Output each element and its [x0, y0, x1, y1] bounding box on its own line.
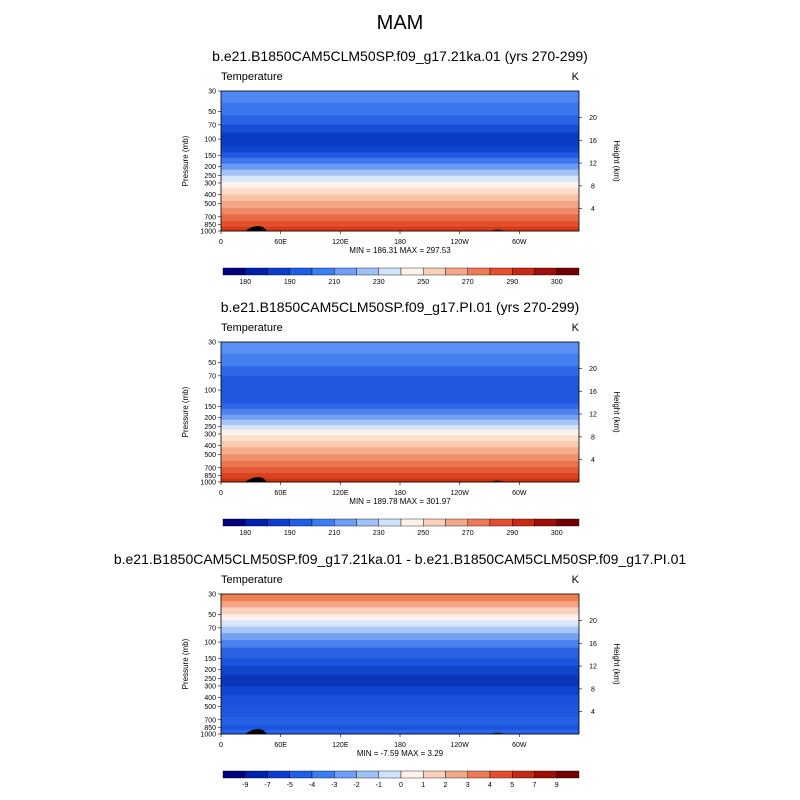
- colorbar-label: -3: [331, 782, 338, 789]
- min-max-label: MIN = 189.78 MAX = 301.97: [349, 497, 451, 506]
- colorbar-swatch: [446, 268, 468, 275]
- contour-plot: [0, 48, 800, 288]
- x-tick-label: 180: [394, 742, 406, 749]
- contour-band: [221, 353, 579, 366]
- colorbar-swatch: [423, 519, 445, 526]
- colorbar-swatch: [512, 268, 534, 275]
- contour-band: [221, 342, 579, 354]
- y2-tick-label: 20: [589, 365, 597, 373]
- y-tick-label: 100: [204, 387, 216, 395]
- contour-band: [221, 447, 579, 454]
- x-tick-label: 0: [219, 239, 223, 246]
- y-tick-label: 300: [204, 180, 216, 188]
- colorbar-swatch: [334, 771, 356, 778]
- colorbar: [223, 268, 579, 275]
- y-tick-label: 70: [208, 625, 216, 633]
- y2-axis-label: Height (km): [612, 643, 621, 685]
- colorbar-swatch: [490, 519, 512, 526]
- y-tick-label: 400: [204, 442, 216, 450]
- colorbar-swatch: [334, 268, 356, 275]
- y-tick-label: 850: [204, 473, 216, 481]
- y-tick-label: 700: [204, 214, 216, 222]
- x-tick-label: 60W: [512, 490, 527, 497]
- colorbar-swatch: [312, 519, 334, 526]
- y-tick-label: 30: [208, 339, 216, 347]
- variable-label: Temperature: [221, 322, 283, 334]
- contour-band: [221, 208, 579, 215]
- y-tick-label: 70: [208, 122, 216, 130]
- y-tick-label: 850: [204, 725, 216, 733]
- colorbar-swatch: [223, 519, 245, 526]
- contour-band: [221, 467, 579, 473]
- contour-band: [221, 473, 579, 479]
- y-tick-label: 250: [204, 173, 216, 181]
- colorbar-swatch: [557, 268, 579, 275]
- y2-tick-label: 20: [589, 114, 597, 122]
- contour-band: [221, 675, 579, 686]
- colorbar-swatch: [468, 268, 490, 275]
- contour-band: [221, 607, 579, 614]
- contour-band: [221, 415, 579, 421]
- colorbar-label: 210: [328, 530, 341, 537]
- contour-bands: [221, 594, 579, 735]
- y2-tick-label: 8: [591, 686, 595, 694]
- contour-band: [221, 188, 579, 195]
- contour-band: [221, 153, 579, 159]
- colorbar-label: -2: [353, 782, 360, 789]
- chart-panel-21ka: [0, 48, 800, 288]
- colorbar-swatch: [490, 268, 512, 275]
- variable-label: Temperature: [221, 574, 283, 586]
- y-tick-label: 50: [208, 359, 216, 367]
- colorbar-swatch: [379, 519, 401, 526]
- colorbar: [223, 519, 579, 526]
- contour-band: [221, 194, 579, 201]
- y2-axis-label: Height (km): [612, 140, 621, 182]
- colorbar-swatch: [357, 519, 379, 526]
- colorbar-label: 4: [488, 782, 492, 789]
- colorbar-swatch: [512, 519, 534, 526]
- colorbar-swatch: [468, 519, 490, 526]
- x-tick-label: 0: [219, 490, 223, 497]
- colorbar-label: 230: [372, 279, 385, 286]
- y-tick-label: 400: [204, 694, 216, 702]
- colorbar-swatch: [290, 771, 312, 778]
- contour-band: [221, 158, 579, 164]
- colorbar-swatch: [312, 268, 334, 275]
- colorbar-label: 7: [532, 782, 537, 789]
- contour-band: [221, 214, 579, 221]
- colorbar-swatch: [557, 771, 579, 778]
- colorbar-swatch: [357, 268, 379, 275]
- contour-band: [221, 627, 579, 634]
- contour-band: [221, 614, 579, 620]
- colorbar-swatch: [334, 519, 356, 526]
- colorbar-label: -5: [286, 782, 293, 789]
- contour-bands: [221, 342, 579, 483]
- contour-band: [221, 102, 579, 115]
- colorbar-label: 300: [550, 530, 563, 537]
- chart-panel-pi: [0, 299, 800, 539]
- colorbar-swatch: [401, 519, 423, 526]
- x-tick-label: 120E: [332, 239, 349, 246]
- y-tick-label: 1000: [200, 731, 216, 739]
- min-max-label: MIN = 186.31 MAX = 297.53: [349, 246, 451, 255]
- contour-band: [221, 666, 579, 676]
- y-tick-label: 150: [204, 403, 216, 411]
- x-tick-label: 120E: [332, 742, 349, 749]
- colorbar-swatch: [223, 771, 245, 778]
- contour-band: [221, 441, 579, 448]
- colorbar-label: 210: [328, 279, 341, 286]
- y-tick-label: 700: [204, 465, 216, 473]
- colorbar-swatch: [268, 519, 290, 526]
- contour-band: [221, 435, 579, 441]
- colorbar-swatch: [446, 519, 468, 526]
- y-tick-label: 200: [204, 164, 216, 172]
- y-tick-label: 250: [204, 424, 216, 432]
- contour-band: [221, 366, 579, 376]
- colorbar-label: 230: [372, 530, 385, 537]
- contour-band: [221, 201, 579, 208]
- y2-axis-label: Height (km): [612, 391, 621, 433]
- y2-tick-label: 8: [591, 434, 595, 442]
- contour-band: [221, 640, 579, 648]
- y-tick-label: 50: [208, 108, 216, 116]
- x-tick-label: 180: [394, 490, 406, 497]
- colorbar-swatch: [401, 771, 423, 778]
- y-tick-label: 850: [204, 222, 216, 230]
- y-axis-label: Pressure (mb): [181, 638, 190, 690]
- colorbar-label: 180: [239, 530, 252, 537]
- contour-band: [221, 461, 579, 468]
- colorbar-label: 5: [510, 782, 515, 789]
- colorbar-swatch: [357, 771, 379, 778]
- y-axis-label: Pressure (mb): [181, 135, 190, 187]
- contour-plot: [0, 299, 800, 539]
- colorbar-swatch: [423, 268, 445, 275]
- y2-tick-label: 4: [591, 709, 595, 717]
- colorbar-label: 270: [461, 530, 474, 537]
- colorbar-label: 290: [506, 279, 519, 286]
- x-tick-label: 60E: [274, 490, 287, 497]
- colorbar-label: -1: [375, 782, 382, 789]
- chart-title: b.e21.B1850CAM5CLM50SP.f09_g17.PI.01 (yrs 270-299): [220, 299, 580, 315]
- y2-tick-label: 16: [589, 388, 597, 396]
- contour-band: [221, 648, 579, 659]
- contour-band: [221, 620, 579, 627]
- colorbar-label: 0: [399, 782, 403, 789]
- y-tick-label: 150: [204, 655, 216, 663]
- contour-band: [221, 91, 579, 103]
- x-tick-label: 60E: [274, 742, 287, 749]
- contour-band: [221, 725, 579, 730]
- contour-band: [221, 125, 579, 133]
- colorbar-label: 290: [506, 530, 519, 537]
- y-tick-label: 200: [204, 667, 216, 675]
- colorbar: [223, 771, 579, 778]
- contour-band: [221, 420, 579, 426]
- colorbar-label: 3: [465, 782, 470, 789]
- colorbar-swatch: [446, 771, 468, 778]
- colorbar-swatch: [401, 268, 423, 275]
- y-tick-label: 500: [204, 451, 216, 459]
- y-tick-label: 500: [204, 703, 216, 711]
- y-tick-label: 500: [204, 200, 216, 208]
- colorbar-label: -7: [264, 782, 271, 789]
- colorbar-swatch: [379, 268, 401, 275]
- contour-band: [221, 376, 579, 404]
- colorbar-label: 9: [554, 782, 559, 789]
- contour-band: [221, 409, 579, 415]
- contour-band: [221, 686, 579, 696]
- contour-band: [221, 164, 579, 171]
- y-tick-label: 700: [204, 717, 216, 725]
- colorbar-label: 250: [417, 530, 430, 537]
- colorbar-swatch: [423, 771, 445, 778]
- contour-band: [221, 695, 579, 708]
- y-tick-label: 100: [204, 136, 216, 144]
- y2-tick-label: 16: [589, 137, 597, 145]
- y-tick-label: 1000: [200, 479, 216, 487]
- colorbar-swatch: [535, 268, 557, 275]
- colorbar-swatch: [535, 519, 557, 526]
- y2-tick-label: 12: [589, 663, 597, 671]
- x-tick-label: 60W: [512, 742, 527, 749]
- y-tick-label: 70: [208, 373, 216, 381]
- contour-band: [221, 221, 579, 227]
- y2-tick-label: 16: [589, 640, 597, 648]
- y-tick-label: 300: [204, 431, 216, 439]
- colorbar-label: 2: [443, 782, 448, 789]
- y-tick-label: 250: [204, 676, 216, 684]
- contour-band: [221, 717, 579, 726]
- colorbar-swatch: [557, 519, 579, 526]
- y-tick-label: 400: [204, 191, 216, 199]
- colorbar-swatch: [223, 268, 245, 275]
- y-tick-label: 30: [208, 88, 216, 96]
- y-tick-label: 1000: [200, 228, 216, 236]
- chart-title: b.e21.B1850CAM5CLM50SP.f09_g17.21ka.01 (yrs 270-299): [212, 48, 588, 64]
- colorbar-swatch: [490, 771, 512, 778]
- y-tick-label: 150: [204, 152, 216, 160]
- x-tick-label: 180: [394, 239, 406, 246]
- colorbar-label: 180: [239, 279, 252, 286]
- units-label: K: [571, 574, 579, 586]
- colorbar-swatch: [268, 771, 290, 778]
- y-tick-label: 100: [204, 639, 216, 647]
- contour-band: [221, 454, 579, 461]
- y2-tick-label: 20: [589, 617, 597, 625]
- contour-band: [221, 708, 579, 717]
- x-tick-label: 120E: [332, 490, 349, 497]
- y2-tick-label: 4: [591, 457, 595, 465]
- colorbar-swatch: [468, 771, 490, 778]
- contour-band: [221, 170, 579, 177]
- contour-band: [221, 601, 579, 608]
- y2-tick-label: 12: [589, 160, 597, 168]
- x-tick-label: 60E: [274, 239, 287, 246]
- contour-band: [221, 115, 579, 125]
- colorbar-swatch: [379, 771, 401, 778]
- colorbar-label: 190: [283, 279, 296, 286]
- colorbar-swatch: [245, 771, 267, 778]
- colorbar-label: -9: [242, 782, 249, 789]
- contour-band: [221, 594, 579, 602]
- colorbar-label: 1: [421, 782, 426, 789]
- colorbar-label: 300: [550, 279, 563, 286]
- contour-plot: [0, 551, 800, 791]
- colorbar-label: 270: [461, 279, 474, 286]
- units-label: K: [571, 322, 579, 334]
- units-label: K: [571, 71, 579, 83]
- chart-title: b.e21.B1850CAM5CLM50SP.f09_g17.21ka.01 - b.e21.B1850CAM5CLM50SP.f09_g17.PI.01: [113, 551, 687, 567]
- colorbar-swatch: [512, 771, 534, 778]
- colorbar-swatch: [535, 771, 557, 778]
- contour-band: [221, 176, 579, 182]
- x-tick-label: 120W: [450, 490, 469, 497]
- chart-panel-difference: [0, 551, 800, 791]
- colorbar-swatch: [290, 519, 312, 526]
- colorbar-swatch: [312, 771, 334, 778]
- variable-label: Temperature: [221, 71, 283, 83]
- colorbar-label: 250: [417, 279, 430, 286]
- x-tick-label: 0: [219, 742, 223, 749]
- colorbar-swatch: [245, 519, 267, 526]
- contour-band: [221, 146, 579, 153]
- colorbar-swatch: [290, 268, 312, 275]
- y-tick-label: 50: [208, 611, 216, 619]
- y2-tick-label: 12: [589, 411, 597, 419]
- contour-bands: [221, 91, 579, 232]
- contour-band: [221, 430, 579, 436]
- min-max-label: MIN = -7.59 MAX = 3.29: [356, 749, 444, 758]
- colorbar-swatch: [245, 268, 267, 275]
- contour-band: [221, 404, 579, 410]
- x-tick-label: 120W: [450, 742, 469, 749]
- contour-band: [221, 658, 579, 666]
- page-title: MAM: [376, 12, 424, 34]
- contour-band: [221, 133, 579, 147]
- colorbar-label: 190: [283, 530, 296, 537]
- y-tick-label: 30: [208, 591, 216, 599]
- y-tick-label: 300: [204, 683, 216, 691]
- y2-tick-label: 8: [591, 183, 595, 191]
- y2-tick-label: 4: [591, 206, 595, 214]
- x-tick-label: 120W: [450, 239, 469, 246]
- y-tick-label: 200: [204, 415, 216, 423]
- y-axis-label: Pressure (mb): [181, 386, 190, 438]
- contour-band: [221, 633, 579, 640]
- colorbar-swatch: [268, 268, 290, 275]
- colorbar-label: -4: [308, 782, 316, 789]
- contour-band: [221, 425, 579, 430]
- x-tick-label: 60W: [512, 239, 527, 246]
- contour-band: [221, 182, 579, 189]
